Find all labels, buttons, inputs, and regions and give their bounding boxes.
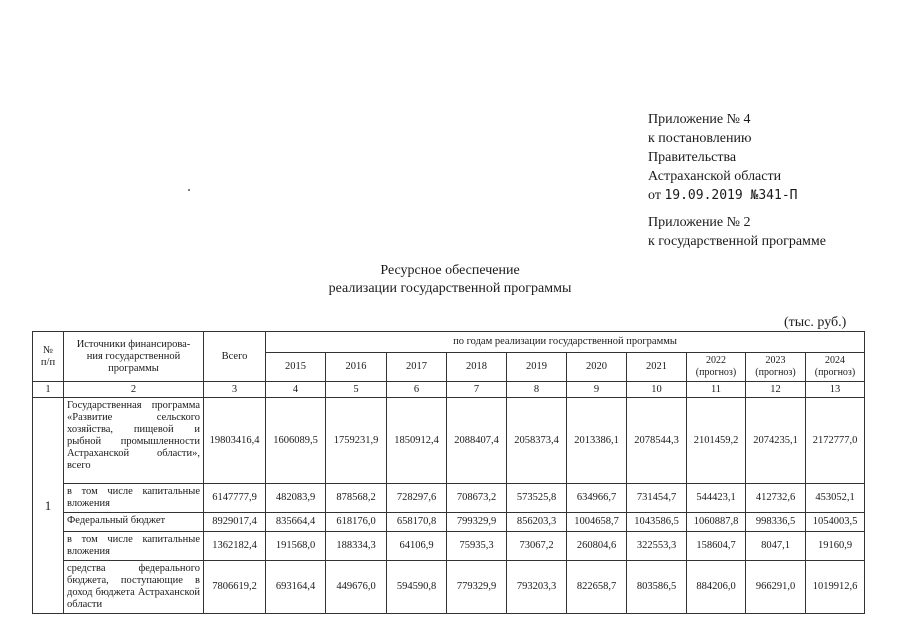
value-cell: 7806619,2 bbox=[204, 561, 266, 614]
row-number-cell: 1 bbox=[33, 398, 64, 614]
value-cell: 803586,5 bbox=[627, 561, 687, 614]
unit-label: (тыс. руб.) bbox=[784, 315, 847, 330]
header-year: 2023 (прогноз) bbox=[746, 353, 806, 382]
value-cell: 1362182,4 bbox=[204, 532, 266, 561]
title-line2: реализации государственной программы bbox=[328, 281, 572, 296]
value-cell: 2074235,1 bbox=[746, 398, 806, 484]
scan-speck bbox=[188, 189, 190, 191]
appendix-4-line4: Астраханской области bbox=[648, 169, 782, 184]
value-cell: 322553,3 bbox=[627, 532, 687, 561]
col-number: 11 bbox=[687, 382, 746, 398]
value-cell: 658170,8 bbox=[387, 513, 447, 532]
col-number: 8 bbox=[507, 382, 567, 398]
value-cell: 822658,7 bbox=[567, 561, 627, 614]
value-cell: 2013386,1 bbox=[567, 398, 627, 484]
col-number: 3 bbox=[204, 382, 266, 398]
document-title bbox=[300, 262, 600, 298]
value-cell: 573525,8 bbox=[507, 484, 567, 513]
value-cell: 2078544,3 bbox=[627, 398, 687, 484]
source-label-cell: средства федерального бюджета, поступающие в доход бюджета Астраханской области bbox=[64, 561, 204, 614]
title-line1: Ресурсное обеспечение bbox=[380, 263, 520, 278]
value-cell: 835664,4 bbox=[266, 513, 326, 532]
value-cell: 544423,1 bbox=[687, 484, 746, 513]
header-year: 2015 bbox=[266, 353, 326, 382]
resource-table bbox=[32, 331, 865, 614]
appendix-4-line3: Правительства bbox=[648, 150, 737, 165]
source-label-cell: Федеральный бюджет bbox=[64, 513, 204, 532]
header-number: № п/п bbox=[33, 332, 64, 382]
value-cell: 8929017,4 bbox=[204, 513, 266, 532]
appendix-2-line2: к государственной программе bbox=[648, 234, 826, 249]
value-cell: 64106,9 bbox=[387, 532, 447, 561]
value-cell: 191568,0 bbox=[266, 532, 326, 561]
col-number: 9 bbox=[567, 382, 627, 398]
value-cell: 856203,3 bbox=[507, 513, 567, 532]
col-number: 12 bbox=[746, 382, 806, 398]
value-cell: 19803416,4 bbox=[204, 398, 266, 484]
value-cell: 2101459,2 bbox=[687, 398, 746, 484]
header-year: 2020 bbox=[567, 353, 627, 382]
value-cell: 73067,2 bbox=[507, 532, 567, 561]
value-cell: 799329,9 bbox=[447, 513, 507, 532]
table-row bbox=[33, 398, 865, 484]
value-cell: 1019912,6 bbox=[806, 561, 865, 614]
value-cell: 75935,3 bbox=[447, 532, 507, 561]
appendix-2-title: Приложение № 2 bbox=[648, 215, 751, 230]
table-row bbox=[33, 513, 865, 532]
header-year: 2024 (прогноз) bbox=[806, 353, 865, 382]
value-cell: 8047,1 bbox=[746, 532, 806, 561]
table-row bbox=[33, 484, 865, 513]
value-cell: 1054003,5 bbox=[806, 513, 865, 532]
value-cell: 708673,2 bbox=[447, 484, 507, 513]
value-cell: 412732,6 bbox=[746, 484, 806, 513]
value-cell: 1060887,8 bbox=[687, 513, 746, 532]
value-cell: 966291,0 bbox=[746, 561, 806, 614]
appendix-4-title: Приложение № 4 bbox=[648, 112, 751, 127]
value-cell: 2172777,0 bbox=[806, 398, 865, 484]
value-cell: 6147777,9 bbox=[204, 484, 266, 513]
value-cell: 449676,0 bbox=[326, 561, 387, 614]
header-years-group: по годам реализации государственной программы bbox=[266, 332, 865, 353]
header-year: 2019 bbox=[507, 353, 567, 382]
value-cell: 260804,6 bbox=[567, 532, 627, 561]
date-prefix: от bbox=[648, 188, 665, 203]
header-year: 2018 bbox=[447, 353, 507, 382]
handwritten-date-number: 19.09.2019 №341-П bbox=[664, 188, 798, 203]
value-cell: 634966,7 bbox=[567, 484, 627, 513]
value-cell: 779329,9 bbox=[447, 561, 507, 614]
value-cell: 19160,9 bbox=[806, 532, 865, 561]
col-number: 10 bbox=[627, 382, 687, 398]
col-number: 6 bbox=[387, 382, 447, 398]
col-number: 13 bbox=[806, 382, 865, 398]
header-year: 2022 (прогноз) bbox=[687, 353, 746, 382]
source-label-cell: в том числе капитальные вложения bbox=[64, 484, 204, 513]
value-cell: 728297,6 bbox=[387, 484, 447, 513]
value-cell: 884206,0 bbox=[687, 561, 746, 614]
value-cell: 2088407,4 bbox=[447, 398, 507, 484]
value-cell: 188334,3 bbox=[326, 532, 387, 561]
col-number: 2 bbox=[64, 382, 204, 398]
value-cell: 793203,3 bbox=[507, 561, 567, 614]
value-cell: 1004658,7 bbox=[567, 513, 627, 532]
col-number: 5 bbox=[326, 382, 387, 398]
value-cell: 453052,1 bbox=[806, 484, 865, 513]
header-year: 2021 bbox=[627, 353, 687, 382]
appendix-4-line2: к постановлению bbox=[648, 131, 752, 146]
appendix-4-block bbox=[648, 110, 798, 205]
value-cell: 731454,7 bbox=[627, 484, 687, 513]
value-cell: 2058373,4 bbox=[507, 398, 567, 484]
col-number: 7 bbox=[447, 382, 507, 398]
value-cell: 1606089,5 bbox=[266, 398, 326, 484]
header-total: Всего bbox=[204, 332, 266, 382]
value-cell: 878568,2 bbox=[326, 484, 387, 513]
value-cell: 594590,8 bbox=[387, 561, 447, 614]
header-year: 2017 bbox=[387, 353, 447, 382]
table-row bbox=[33, 532, 865, 561]
appendix-4-date bbox=[648, 186, 798, 205]
col-number: 4 bbox=[266, 382, 326, 398]
value-cell: 693164,4 bbox=[266, 561, 326, 614]
header-year: 2016 bbox=[326, 353, 387, 382]
table-row bbox=[33, 561, 865, 614]
column-number-row bbox=[33, 382, 865, 398]
value-cell: 482083,9 bbox=[266, 484, 326, 513]
appendix-2-block bbox=[648, 213, 826, 251]
header-source: Источники финансирова- ния государственной программы bbox=[64, 332, 204, 382]
value-cell: 1850912,4 bbox=[387, 398, 447, 484]
source-label-cell: Государственная программа «Развитие сельского хозяйства, пищевой и рыбной промышленности Астраханской области», всего bbox=[64, 398, 204, 484]
value-cell: 618176,0 bbox=[326, 513, 387, 532]
value-cell: 1043586,5 bbox=[627, 513, 687, 532]
value-cell: 998336,5 bbox=[746, 513, 806, 532]
value-cell: 1759231,9 bbox=[326, 398, 387, 484]
col-number: 1 bbox=[33, 382, 64, 398]
value-cell: 158604,7 bbox=[687, 532, 746, 561]
source-label-cell: в том числе капитальные вложения bbox=[64, 532, 204, 561]
